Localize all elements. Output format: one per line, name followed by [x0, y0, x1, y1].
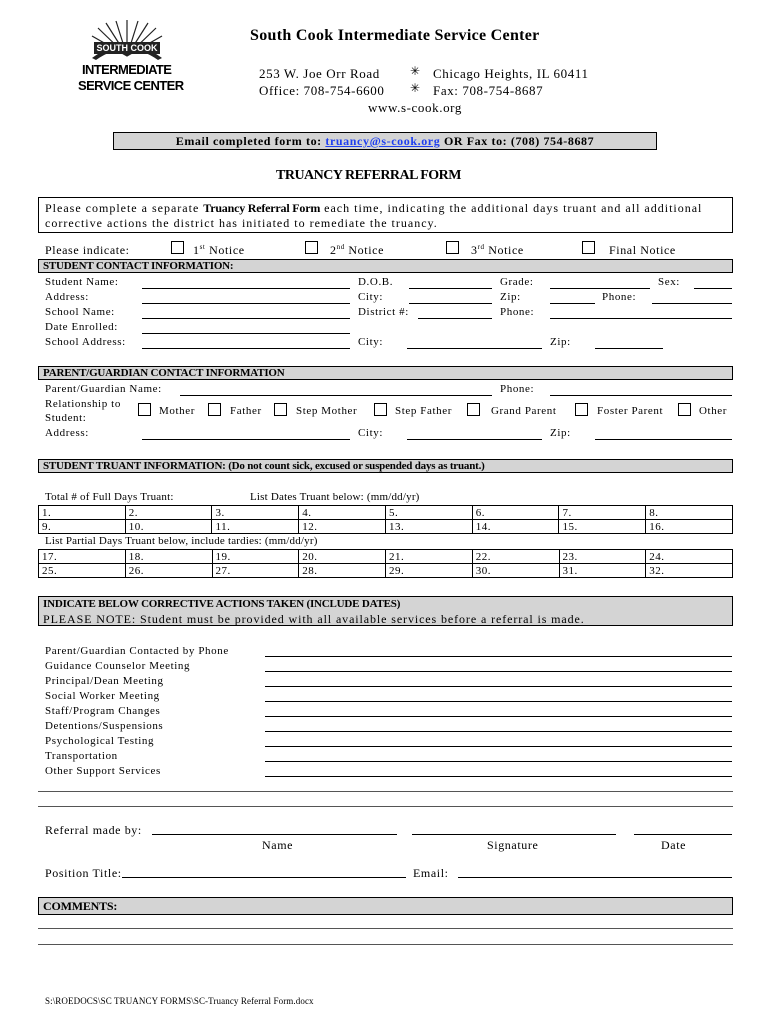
- corrective-action-field[interactable]: [265, 701, 732, 702]
- student-name-field[interactable]: [142, 288, 350, 289]
- relationship-step-father-checkbox[interactable]: [374, 403, 387, 416]
- notice-label: Please indicate:: [45, 243, 130, 257]
- sex-label: Sex:: [658, 276, 680, 288]
- org-address: 253 W. Joe Orr Road: [259, 66, 380, 81]
- relationship-step-mother-label: Step Mother: [296, 405, 358, 417]
- form-title: TRUANCY REFERRAL FORM: [276, 168, 461, 183]
- zip-field[interactable]: [550, 303, 595, 304]
- relationship-foster-parent-checkbox[interactable]: [575, 403, 588, 416]
- partial-days-cell[interactable]: 24.: [646, 550, 733, 564]
- school-address-field[interactable]: [142, 348, 350, 349]
- partial-days-cell[interactable]: 29.: [386, 564, 473, 578]
- partial-days-label: List Partial Days Truant below, include tardies: (mm/dd/yr): [45, 535, 318, 547]
- corrective-action-field[interactable]: [265, 671, 732, 672]
- partial-days-cell[interactable]: 21.: [386, 550, 473, 564]
- school-phone-field[interactable]: [550, 318, 732, 319]
- email-bar-prefix: Email completed form to:: [175, 134, 322, 148]
- notice-1st-checkbox[interactable]: [171, 241, 184, 254]
- org-website[interactable]: www.s-cook.org: [368, 100, 462, 115]
- corrective-action-field[interactable]: [265, 761, 732, 762]
- notice-3rd-checkbox[interactable]: [446, 241, 459, 254]
- parent-zip-field[interactable]: [595, 439, 732, 440]
- full-days-cell[interactable]: 13.: [385, 520, 472, 534]
- email-bar-suffix: OR Fax to: (708) 754-8687: [443, 134, 595, 148]
- referral-date-field[interactable]: [634, 834, 732, 835]
- relationship-label-line2: Student:: [45, 412, 87, 424]
- full-days-cell[interactable]: 15.: [559, 520, 646, 534]
- partial-days-cell[interactable]: 25.: [39, 564, 126, 578]
- list-dates-label: List Dates Truant below: (mm/dd/yr): [250, 491, 420, 503]
- corrective-action-field[interactable]: [265, 776, 732, 777]
- phone-field[interactable]: [652, 303, 732, 304]
- dob-label: D.O.B.: [358, 276, 394, 288]
- partial-days-cell[interactable]: 28.: [299, 564, 386, 578]
- partial-days-cell[interactable]: 17.: [39, 550, 126, 564]
- relationship-grand-parent-label: Grand Parent: [491, 405, 557, 417]
- instructions-bold: Truancy Referral Form: [203, 201, 321, 215]
- corrective-action-field[interactable]: [265, 686, 732, 687]
- divider: [38, 791, 733, 792]
- grade-label: Grade:: [500, 276, 534, 288]
- school-phone-label: Phone:: [500, 306, 535, 318]
- district-field[interactable]: [418, 318, 492, 319]
- full-days-cell[interactable]: 11.: [212, 520, 299, 534]
- relationship-father-label: Father: [230, 405, 262, 417]
- partial-days-cell[interactable]: 31.: [559, 564, 646, 578]
- relationship-step-father-label: Step Father: [395, 405, 453, 417]
- org-fax: Fax: 708-754-8687: [433, 83, 544, 98]
- full-days-cell[interactable]: 6.: [472, 506, 559, 520]
- grade-field[interactable]: [550, 288, 650, 289]
- position-title-field[interactable]: [122, 877, 406, 878]
- referral-name-caption: Name: [262, 838, 294, 852]
- parent-zip-label: Zip:: [550, 427, 571, 439]
- partial-days-cell[interactable]: 27.: [212, 564, 299, 578]
- partial-days-cell[interactable]: 32.: [646, 564, 733, 578]
- full-days-row: [39, 506, 733, 520]
- notice-2nd-checkbox[interactable]: [305, 241, 318, 254]
- full-days-cell[interactable]: 3.: [212, 506, 299, 520]
- logo-line1: SOUTH COOK: [94, 42, 160, 54]
- divider: [38, 806, 733, 807]
- notice-3rd-label: 3rd Notice: [471, 243, 524, 257]
- corrective-action-label: Staff/Program Changes: [45, 705, 161, 717]
- notice-2nd-label: 2nd Notice: [330, 243, 384, 257]
- org-office-phone: Office: 708-754-6600: [259, 83, 385, 98]
- school-city-label: City:: [358, 336, 384, 348]
- school-name-label: School Name:: [45, 306, 115, 318]
- corrective-action-label: Transportation: [45, 750, 118, 762]
- relationship-mother-label: Mother: [159, 405, 195, 417]
- school-zip-field[interactable]: [595, 348, 663, 349]
- logo: [78, 20, 184, 102]
- full-days-cell[interactable]: 10.: [125, 520, 212, 534]
- relationship-other-checkbox[interactable]: [678, 403, 691, 416]
- referral-signature-field[interactable]: [412, 834, 616, 835]
- email-bar: [113, 132, 657, 150]
- parent-city-label: City:: [358, 427, 384, 439]
- full-days-cell[interactable]: 12.: [299, 520, 386, 534]
- partial-days-cell[interactable]: 30.: [472, 564, 559, 578]
- student-contact-heading: STUDENT CONTACT INFORMATION:: [38, 259, 733, 273]
- relationship-mother-checkbox[interactable]: [138, 403, 151, 416]
- corrective-action-field[interactable]: [265, 716, 732, 717]
- instructions-post: each time, indicating the additional days truant and all additional corrective actions the district has initiated to remediate the truancy.: [45, 201, 703, 230]
- full-days-cell[interactable]: 16.: [646, 520, 733, 534]
- partial-days-cell[interactable]: 26.: [125, 564, 212, 578]
- star-icon: ✳: [410, 64, 421, 78]
- full-days-cell[interactable]: 7.: [559, 506, 646, 520]
- phone-label: Phone:: [602, 291, 637, 303]
- parent-name-field[interactable]: [180, 395, 492, 396]
- sex-field[interactable]: [694, 288, 732, 289]
- school-zip-label: Zip:: [550, 336, 571, 348]
- zip-label: Zip:: [500, 291, 521, 303]
- corrective-note: PLEASE NOTE: Student must be provided with all available services before a referral is made.: [43, 612, 585, 626]
- corrective-action-label: Guidance Counselor Meeting: [45, 660, 191, 672]
- corrective-action-label: Parent/Guardian Contacted by Phone: [45, 645, 229, 657]
- parent-address-label: Address:: [45, 427, 89, 439]
- referral-date-caption: Date: [661, 838, 687, 852]
- partial-days-cell[interactable]: 23.: [559, 550, 646, 564]
- school-name-field[interactable]: [142, 318, 350, 319]
- logo-line2: INTERMEDIATE: [82, 62, 172, 77]
- full-days-cell[interactable]: 2.: [125, 506, 212, 520]
- notice-final-label: Final Notice: [609, 243, 676, 257]
- relationship-foster-parent-label: Foster Parent: [597, 405, 664, 417]
- partial-days-cell[interactable]: 22.: [472, 550, 559, 564]
- referral-signature-caption: Signature: [487, 838, 539, 852]
- parent-phone-label: Phone:: [500, 383, 535, 395]
- city-label: City:: [358, 291, 384, 303]
- parent-address-field[interactable]: [142, 439, 350, 440]
- relationship-label-line1: Relationship to: [45, 398, 121, 410]
- city-field[interactable]: [409, 303, 492, 304]
- corrective-action-label: Psychological Testing: [45, 735, 155, 747]
- relationship-other-label: Other: [699, 405, 728, 417]
- school-address-label: School Address:: [45, 336, 126, 348]
- total-days-label: Total # of Full Days Truant:: [45, 491, 174, 503]
- corrective-action-field[interactable]: [265, 731, 732, 732]
- corrective-action-field[interactable]: [265, 656, 732, 657]
- full-days-cell[interactable]: 5.: [385, 506, 472, 520]
- partial-days-cell[interactable]: 18.: [125, 550, 212, 564]
- position-title-label: Position Title:: [45, 866, 122, 880]
- org-city: Chicago Heights, IL 60411: [433, 66, 589, 81]
- corrective-action-label: Detentions/Suspensions: [45, 720, 164, 732]
- full-days-row: [39, 520, 733, 534]
- district-label: District #:: [358, 306, 409, 318]
- referral-email-label: Email:: [413, 866, 449, 880]
- comments-heading: COMMENTS:: [38, 897, 733, 915]
- full-days-cell[interactable]: 4.: [299, 506, 386, 520]
- dob-field[interactable]: [409, 288, 492, 289]
- student-name-label: Student Name:: [45, 276, 119, 288]
- partial-days-cell[interactable]: 20.: [299, 550, 386, 564]
- date-enrolled-label: Date Enrolled:: [45, 321, 118, 333]
- comments-line-2[interactable]: [38, 944, 733, 945]
- referral-email-field[interactable]: [458, 877, 732, 878]
- full-days-cell[interactable]: 14.: [472, 520, 559, 534]
- full-days-cell[interactable]: 1.: [39, 506, 126, 520]
- relationship-father-checkbox[interactable]: [208, 403, 221, 416]
- full-days-cell[interactable]: 8.: [646, 506, 733, 520]
- comments-line-1[interactable]: [38, 928, 733, 929]
- instructions-pre: Please complete a separate: [45, 201, 204, 215]
- referral-made-by-label: Referral made by:: [45, 823, 142, 837]
- relationship-grand-parent-checkbox[interactable]: [467, 403, 480, 416]
- logo-emblem: [78, 20, 176, 60]
- notice-1st-label: 1st Notice: [193, 243, 245, 257]
- logo-line3: SERVICE CENTER: [78, 78, 184, 93]
- corrective-action-field[interactable]: [265, 746, 732, 747]
- org-name: South Cook Intermediate Service Center: [250, 27, 540, 44]
- partial-days-cell[interactable]: 19.: [212, 550, 299, 564]
- corrective-action-label: Social Worker Meeting: [45, 690, 160, 702]
- truant-info-heading: STUDENT TRUANT INFORMATION: (Do not count sick, excused or suspended days as truant.): [38, 459, 733, 473]
- school-city-field[interactable]: [407, 348, 542, 349]
- partial-days-table: [38, 549, 733, 578]
- date-enrolled-field[interactable]: [142, 333, 350, 334]
- corrective-heading: INDICATE BELOW CORRECTIVE ACTIONS TAKEN (INCLUDE DATES): [43, 598, 401, 610]
- address-label: Address:: [45, 291, 89, 303]
- parent-contact-heading: PARENT/GUARDIAN CONTACT INFORMATION: [38, 366, 733, 380]
- corrective-action-label: Principal/Dean Meeting: [45, 675, 164, 687]
- notice-final-checkbox[interactable]: [582, 241, 595, 254]
- star-icon: ✳: [410, 81, 421, 95]
- referral-name-field[interactable]: [152, 834, 397, 835]
- full-days-cell[interactable]: 9.: [39, 520, 126, 534]
- email-link[interactable]: truancy@s-cook.org: [325, 134, 441, 148]
- footer-path: S:\ROEDOCS\SC TRUANCY FORMS\SC-Truancy Referral Form.docx: [45, 996, 314, 1006]
- instructions-box: [38, 197, 733, 233]
- full-days-table: [38, 505, 733, 534]
- address-field[interactable]: [142, 303, 350, 304]
- parent-name-label: Parent/Guardian Name:: [45, 383, 162, 395]
- partial-days-row: [39, 564, 733, 578]
- corrective-action-label: Other Support Services: [45, 765, 161, 777]
- relationship-step-mother-checkbox[interactable]: [274, 403, 287, 416]
- parent-city-field[interactable]: [407, 439, 542, 440]
- parent-phone-field[interactable]: [550, 395, 732, 396]
- partial-days-row: [39, 550, 733, 564]
